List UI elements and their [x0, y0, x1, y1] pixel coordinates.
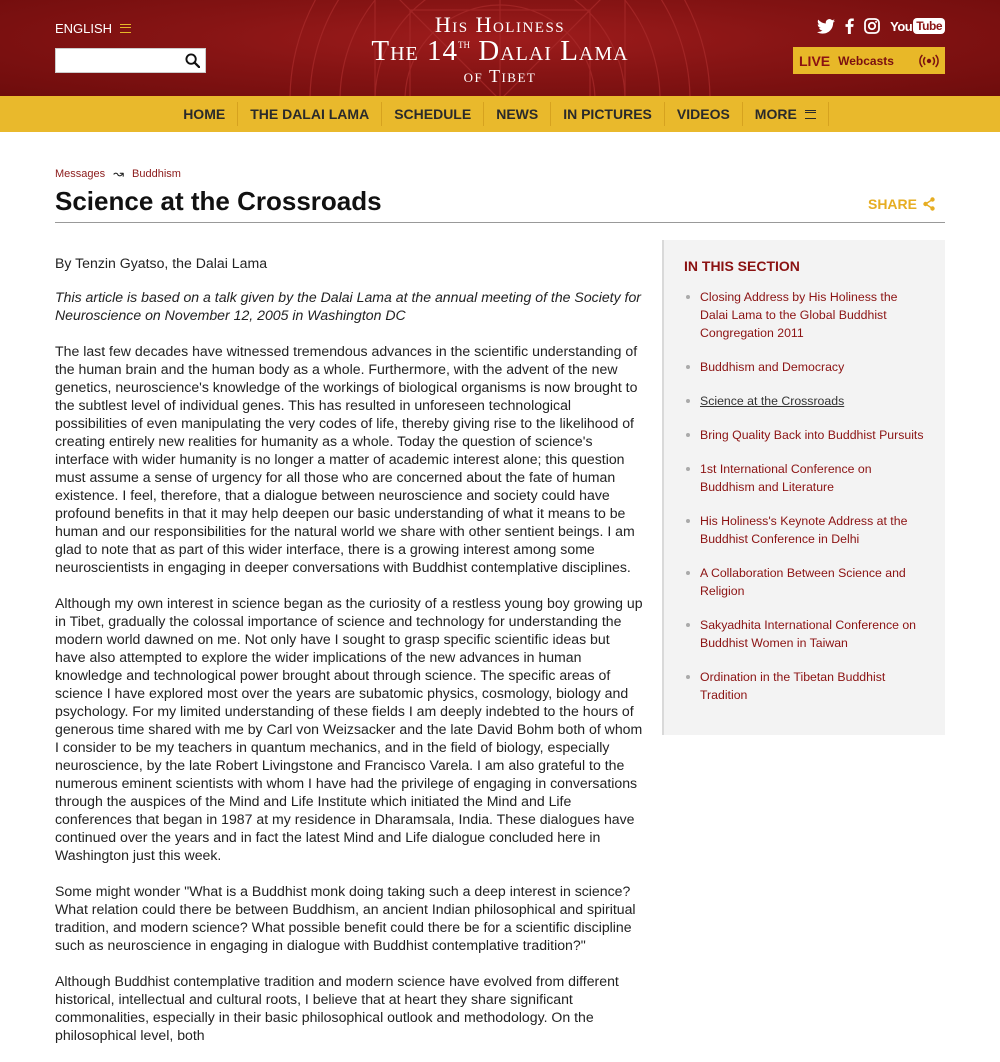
- article-body: [55, 254, 643, 1062]
- breadcrumb-separator-icon: ↝: [113, 166, 125, 181]
- sidebar-item-science-and-religion[interactable]: A Collaboration Between Science and Religion: [684, 564, 925, 600]
- sidebar-heading: IN THIS SECTION: [684, 258, 800, 274]
- social-links: [817, 18, 945, 34]
- search-icon: [185, 53, 200, 68]
- article-paragraph: The last few decades have witnessed tremendous advances in the scientific understanding of the human brain and the human body as a whole. Furthermore, with the advent of the new genetics, neuroscience's knowledge of the workings of biological organisms is now brought to the subtlest level of individual genes. This has resulted in unforeseen technological possibilities of even manipulating the very codes of life, thereby giving rise to the likelihood of creating entirely new realities for humanity as a whole. Today the question of science's interface with wider humanity is no longer a matter of academic interest alone; this question must assume a sense of urgency for all those who are concerned about the fate of human existence. I feel, therefore, that a dialogue between neuroscience and society could have profound benefits in that it may help deepen our basic understanding of what it means to be human and our responsibilities for the natural world we share with other sentient beings. I am glad to note that as part of this wider interface, there is a growing interest among some neuroscientists in engaging in deeper conversations with Buddhist contemplative disciplines.: [55, 343, 638, 575]
- live-label: LIVE: [799, 52, 831, 69]
- logo-line-1: His Holiness: [434, 12, 566, 37]
- twitter-icon: [817, 19, 835, 34]
- language-selector[interactable]: [55, 21, 131, 36]
- nav-item-news[interactable]: NEWS: [484, 102, 551, 126]
- in-this-section-sidebar: [662, 240, 945, 735]
- main-nav: [0, 96, 1000, 132]
- breadcrumb-buddhism[interactable]: Buddhism: [132, 168, 181, 180]
- sidebar-item-bring-quality-back[interactable]: Bring Quality Back into Buddhist Pursuits: [684, 426, 925, 444]
- sidebar-item-buddhism-and-democracy[interactable]: Buddhism and Democracy: [684, 358, 925, 376]
- logo-line-3: of Tibet: [463, 66, 537, 86]
- site-logo[interactable]: [340, 14, 660, 85]
- webcasts-label: Webcasts: [838, 53, 894, 68]
- youtube-icon: You Tube: [890, 18, 945, 34]
- breadcrumb-messages[interactable]: Messages: [55, 168, 106, 180]
- sidebar-list: [684, 288, 925, 704]
- nav-item-in-pictures[interactable]: IN PICTURES: [551, 102, 665, 126]
- sidebar-item-ordination[interactable]: Ordination in the Tibetan Buddhist Tradition: [684, 668, 925, 704]
- article-paragraph: Some might wonder "What is a Buddhist monk doing taking such a deep interest in science? What relation could there be between Buddhism, an ancient Indian philosophical and spiritual tradition, and modern science? What possible benefit could there be for a scientific discipline such as neuroscience in engaging in dialogue with Buddhist contemplative tradition?": [55, 883, 636, 953]
- broadcast-icon: [919, 54, 939, 68]
- nav-item-videos[interactable]: VIDEOS: [665, 102, 743, 126]
- search-box: [55, 48, 206, 73]
- title-divider: [55, 222, 945, 223]
- twitter-link[interactable]: [817, 19, 835, 34]
- nav-item-more[interactable]: MORE: [743, 102, 829, 126]
- sidebar-item-science-at-the-crossroads[interactable]: Science at the Crossroads: [684, 392, 925, 410]
- sidebar-item-closing-address[interactable]: Closing Address by His Holiness the Dalai Lama to the Global Buddhist Congregation 2011: [684, 288, 925, 342]
- language-label: ENGLISH: [55, 21, 113, 36]
- logo-line-2: The 14th Dalai Lama: [371, 35, 629, 67]
- page-header: [55, 166, 945, 217]
- instagram-icon: [864, 18, 880, 34]
- menu-icon: [805, 110, 816, 119]
- share-button[interactable]: [868, 196, 935, 212]
- facebook-icon: [845, 18, 854, 34]
- youtube-link[interactable]: [890, 18, 945, 34]
- search-button[interactable]: [179, 49, 205, 72]
- nav-item-schedule[interactable]: SCHEDULE: [382, 102, 484, 126]
- live-webcasts-button[interactable]: [793, 47, 945, 74]
- menu-icon: [120, 24, 131, 33]
- site-header: [0, 0, 1000, 96]
- breadcrumb: [55, 166, 945, 182]
- instagram-link[interactable]: [864, 18, 880, 34]
- article-paragraph: Although Buddhist contemplative tradition and modern science have evolved from different historical, intellectual and cultural roots, I believe that at heart they share significant commonalities, especially in their basic philosophical outlook and methodology. On the philosophical level, both: [55, 973, 619, 1043]
- nav-item-home[interactable]: HOME: [171, 102, 238, 126]
- page-title: Science at the Crossroads: [55, 186, 382, 216]
- article-intro: This article is based on a talk given by the Dalai Lama at the annual meeting of the Society for Neuroscience on November 12, 2005 in Washington DC: [55, 289, 642, 323]
- facebook-link[interactable]: [845, 18, 854, 34]
- share-icon: [923, 197, 935, 211]
- sidebar-item-keynote-address-delhi[interactable]: His Holiness's Keynote Address at the Buddhist Conference in Delhi: [684, 512, 925, 548]
- article-paragraph: Although my own interest in science began as the curiosity of a restless young boy growing up in Tibet, gradually the colossal importance of science and technology for understanding the modern world dawned on me. Not only have I sought to grasp specific scientific ideas but have also attempted to explore the wider implications of the new advances in human knowledge and technological power brought about through science. The specific areas of science I have explored most over the years are subatomic physics, cosmology, biology and psychology. For my limited understanding of these fields I am deeply indebted to the hours of generous time shared with me by Carl von Weizsacker and the late David Bohm both of whom I consider to be my teachers in quantum mechanics, and in the field of biology, especially neuroscience, by the late Robert Livingstone and Francisco Varela. I am also grateful to the numerous eminent scientists with whom I have had the privilege of engaging in conversations through the auspices of the Mind and Life Institute which initiated the Mind and Life conferences that began in 1987 at my residence in Dharamsala, India. These dialogues have continued over the years and in fact the latest Mind and Life dialogue concluded here in Washington just this week.: [55, 595, 643, 863]
- nav-item-the-dalai-lama[interactable]: THE DALAI LAMA: [238, 102, 382, 126]
- search-input[interactable]: [56, 49, 179, 72]
- article-byline: By Tenzin Gyatso, the Dalai Lama: [55, 255, 268, 271]
- share-label: SHARE: [867, 196, 917, 212]
- sidebar-item-sakyadhita-conference[interactable]: Sakyadhita International Conference on Buddhist Women in Taiwan: [684, 616, 925, 652]
- sidebar-item-conference-buddhism-literature[interactable]: 1st International Conference on Buddhism and Literature: [684, 460, 925, 496]
